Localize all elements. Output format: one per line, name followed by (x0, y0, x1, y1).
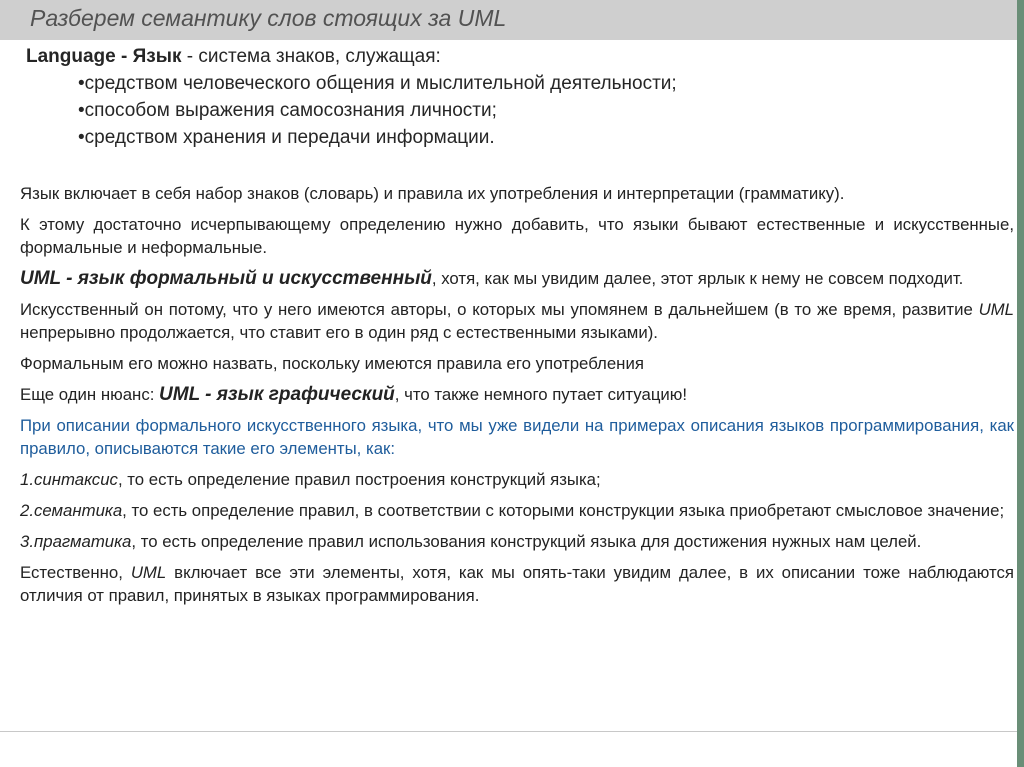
paragraph-text: , что также немного путает ситуацию! (394, 385, 688, 404)
paragraph-text: Еще один нюанс: (20, 385, 160, 404)
definition-block (26, 43, 986, 151)
paragraph-text: , то есть определение правил построения конструкций языка; (117, 470, 601, 489)
paragraph-text: включает все эти элементы, хотя, как мы опять-таки увидим далее, в их описании тоже наблюдаются отличия от правил, принятых в языках программирования. (20, 563, 1014, 605)
paragraph-text: Естественно, (20, 563, 131, 582)
bullet-item: •средством человеческого общения и мыслительной деятельности; (78, 73, 677, 94)
paragraph-text: , то есть определение правил, в соответствии с которыми конструкции языка приобретают смысловое значение; (122, 501, 1005, 520)
paragraph-text: непрерывно продолжается, что ставит его в один ряд с естественными языками). (20, 323, 658, 342)
emphasis-text: UML (130, 563, 167, 582)
paragraph: Язык включает в себя набор знаков (словарь) и правила их употребления и интерпретации (грамматику). (20, 184, 845, 203)
bullet-item: •средством хранения и передачи информации. (78, 127, 495, 148)
paragraph-text: , то есть определение правил использования конструкций языка для достижения нужных нам целей. (131, 532, 922, 551)
paragraph-text: Искусственный он потому, что у него имеются авторы, о которых мы упомянем в дальнейшем (в то же время, развитие (20, 300, 979, 319)
bottom-divider (0, 731, 1017, 732)
emphasis-text: UML - язык формальный и искусственный (20, 268, 432, 289)
paragraph (20, 267, 1014, 290)
accent-stripe (1017, 0, 1024, 767)
page-title: Разберем семантику слов стоящих за UML (30, 5, 507, 31)
bullet-item: •способом выражения самосознания личности; (78, 100, 497, 121)
paragraph (20, 561, 1014, 607)
list-number: 1.синтаксис (20, 470, 118, 489)
body-text (20, 182, 1014, 615)
emphasis-text: UML - язык графический (159, 384, 395, 405)
list-number: 3.прагматика (20, 532, 132, 551)
definition-text: - система знаков, служащая: (181, 46, 441, 67)
paragraph: Формальным его можно назвать, поскольку имеются правила его употребления (20, 354, 644, 373)
paragraph (20, 468, 1014, 491)
paragraph-text: , хотя, как мы увидим далее, этот ярлык к нему не совсем подходит. (431, 269, 964, 288)
paragraph (20, 298, 1014, 344)
emphasis-text: UML (978, 300, 1014, 319)
title-bar (0, 0, 1024, 40)
paragraph-highlight: При описании формального искусственного языка, что мы уже видели на примерах описания языков программирования, как правило, описываются такие его элементы, как: (20, 416, 1014, 458)
paragraph (20, 530, 1014, 553)
definition-line (26, 43, 986, 70)
paragraph (20, 499, 1014, 522)
definition-bullets (26, 70, 986, 151)
paragraph: К этому достаточно исчерпывающему определению нужно добавить, что языки бывают естественные и искусственные, формальные и неформальные. (20, 215, 1014, 257)
paragraph (20, 383, 1014, 406)
definition-term: Language - Язык (26, 46, 182, 67)
list-number: 2.семантика (20, 501, 123, 520)
